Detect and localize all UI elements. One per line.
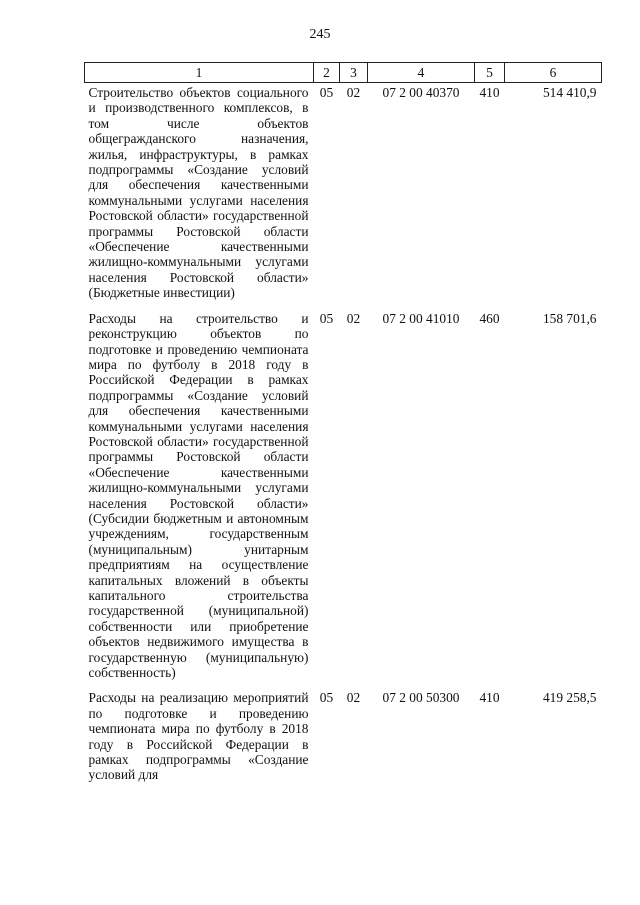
header-col-6: 6 <box>505 63 602 83</box>
row-section: 05 <box>319 690 334 706</box>
row-description: Расходы на строительство и реконструкцию объектов по подготовке и проведению чемпионата мира по футболу в 2018 году в Российской Федерации в рамках подпрограммы «Создание условий для обеспечения качественными коммунальными услугами населения Ростовской области» государственной программы Ростовской области «Обеспечение качественными жилищно-коммунальными услугами населения Ростовской области» (Субсидии бюджетным и автономным учреждениям, государственным (муниципальным) унитарным предприятиям на осуществление капитальных вложений в объекты капитального строительства государственной (муниципальной) собственности или приобретение объектов недвижимого имущества в государственную (муниципальную) собственность) <box>88 310 309 681</box>
header-col-5: 5 <box>475 63 505 83</box>
row-amount: 514 410,9 <box>542 85 597 100</box>
table-body <box>85 83 602 791</box>
header-col-2: 2 <box>314 63 340 83</box>
table-row <box>85 309 602 689</box>
row-description: Расходы на реализацию мероприятий по подготовке и проведению чемпионата мира по футболу в 2018 году в Российской Федерации в рамках подпрограммы «Создание условий для <box>88 690 309 783</box>
table-row <box>85 83 602 309</box>
row-subsection: 02 <box>346 310 361 326</box>
row-target-code: 07 2 00 40370 <box>382 85 460 100</box>
row-subsection: 02 <box>346 690 361 706</box>
row-section: 05 <box>319 310 334 326</box>
row-target-code: 07 2 00 50300 <box>382 690 460 706</box>
page-number: 245 <box>309 27 331 42</box>
row-expense-type: 410 <box>479 690 500 706</box>
row-description: Строительство объектов социального и производственного комплексов, в том числе объектов общегражданского назначения, жилья, инфраструктуры, в рамках подпрограммы «Создание условий для обеспечения качественными коммунальными услугами населения Ростовской области» государственной программы Ростовской области «Обеспечение качественными жилищно-коммунальными услугами населения Ростовской области» (Бюджетные инвестиции) <box>88 85 309 301</box>
row-expense-type: 410 <box>479 85 500 100</box>
header-row <box>85 63 602 83</box>
row-amount: 419 258,5 <box>542 690 597 706</box>
row-section: 05 <box>319 85 334 100</box>
header-col-1: 1 <box>85 63 314 83</box>
table-header <box>85 63 602 83</box>
row-amount: 158 701,6 <box>542 310 597 326</box>
budget-table <box>84 62 602 791</box>
table-row <box>85 688 602 790</box>
row-target-code: 07 2 00 41010 <box>382 310 460 326</box>
header-col-4: 4 <box>368 63 475 83</box>
row-subsection: 02 <box>346 85 361 100</box>
row-expense-type: 460 <box>479 310 500 326</box>
header-col-3: 3 <box>340 63 368 83</box>
